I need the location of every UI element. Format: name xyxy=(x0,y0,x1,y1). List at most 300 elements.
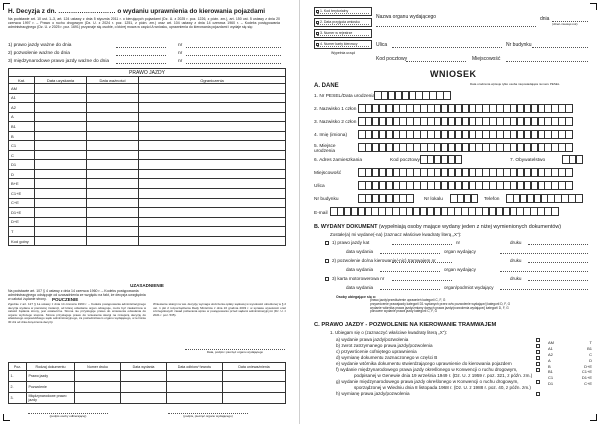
category-label[interactable]: D1+E xyxy=(581,375,592,381)
letter-cell[interactable] xyxy=(551,207,559,216)
column-header: Ograniczenia xyxy=(139,77,286,84)
email-label: E-mail xyxy=(314,211,328,216)
table-cell[interactable] xyxy=(35,217,87,227)
section-b-intro: Zostałe(a) mi wydane(-na) (zaznacz właściwe kwadraty literą „X"): xyxy=(330,232,462,237)
table-cell[interactable] xyxy=(121,393,167,404)
checkbox[interactable] xyxy=(536,362,540,366)
table-cell[interactable] xyxy=(139,217,286,227)
table-cell[interactable] xyxy=(139,112,286,122)
citizenship-label: 7. Obywatelstwo xyxy=(510,158,546,163)
category-label[interactable]: A xyxy=(548,357,551,363)
checkbox[interactable] xyxy=(536,380,540,384)
number-field[interactable] xyxy=(186,55,281,56)
instruction-text-left: Zgodnie z art. 127 § 1a ustawy z dnia 14 czerwca 1960 r. – Kodeks postępowania administracyjnego decyzja wydana w pierwszej instancji, od której odwołanie organ odstępuje, może być zaskarżona w całości żądania strony, jest ostateczna. Strona nie przysługuje prawo do wniesienia odwołania do organu wyższego stopnia. Strona przysługuje prawo do wniesienia skargi na niniejszą decyzję do właściwego wojewódzkiego sądu administracyjnego, za pośrednictwem organu wydającego, w terminie 30 dni od dnia doręczenia decyzji. xyxy=(8,302,146,324)
fill-line[interactable] xyxy=(380,289,440,290)
table-row xyxy=(9,198,286,208)
justification-heading: UZASADNIENIE xyxy=(130,283,164,288)
issued-international-licence-row xyxy=(8,59,286,65)
letter-cell[interactable] xyxy=(565,104,573,113)
fill-line[interactable] xyxy=(528,262,588,263)
postcode2-cells[interactable] xyxy=(420,155,461,164)
category-label[interactable]: C1 xyxy=(548,375,554,381)
authority-name-field[interactable] xyxy=(376,26,536,27)
flat-cells[interactable] xyxy=(450,194,478,203)
table-cell[interactable] xyxy=(87,208,139,218)
b-item-row xyxy=(332,249,592,258)
documents-issued-table xyxy=(8,362,286,404)
table-cell[interactable] xyxy=(35,141,87,151)
driver-card-number-box[interactable] xyxy=(314,40,372,49)
register-number-box[interactable] xyxy=(314,29,372,38)
table-row xyxy=(9,227,286,237)
category-cell: B1 xyxy=(9,122,35,132)
b-item-row xyxy=(332,267,592,276)
table-row xyxy=(9,189,286,199)
table-row xyxy=(9,150,286,160)
category-grid xyxy=(548,340,592,387)
table-cell[interactable] xyxy=(121,382,167,393)
building-label: Nr budynku xyxy=(506,42,532,48)
table-cell[interactable] xyxy=(167,371,223,382)
table-row xyxy=(9,122,286,132)
valid-until-field[interactable] xyxy=(116,63,166,64)
category-label[interactable]: AM xyxy=(548,340,554,345)
section-c-intro: 1. Ubiegam się o (zaznaczyć właściwe kwadraty literą „X"): xyxy=(330,330,448,335)
organ-label: organ wydający xyxy=(444,267,476,272)
category-cell: C xyxy=(9,150,35,160)
c-option xyxy=(336,391,546,397)
table-row xyxy=(9,169,286,179)
column-header: Numer druku xyxy=(75,363,121,371)
b-item-row xyxy=(332,258,592,267)
letter-cell[interactable] xyxy=(565,181,573,190)
section-b-items xyxy=(332,240,592,294)
fill-line[interactable] xyxy=(392,262,452,263)
locality-label: Miejscowość xyxy=(472,56,501,62)
letter-cell[interactable] xyxy=(471,194,479,203)
b-item-label: 1) prawo jazdy kat xyxy=(332,240,370,245)
table-row xyxy=(9,93,286,103)
category-label[interactable]: D1 xyxy=(548,381,554,387)
table-row xyxy=(9,393,286,404)
fill-line[interactable] xyxy=(392,244,452,245)
category-cell: A xyxy=(9,112,35,122)
column-header: Rodzaj dokumentu xyxy=(27,363,75,371)
street2-cells[interactable] xyxy=(358,181,572,190)
table-cell[interactable] xyxy=(87,227,139,237)
birth-date-hint: Data urodzenia wpisuje tylko osoba nieposiadająca numeru PESEL xyxy=(470,82,560,86)
first-name-cells[interactable] xyxy=(358,130,572,139)
number-field[interactable] xyxy=(186,47,281,48)
crop-mark xyxy=(590,414,597,421)
postcode2-label: Kod pocztowy xyxy=(390,158,420,163)
fill-line xyxy=(317,24,369,25)
form-title: WNIOSEK xyxy=(430,69,477,79)
right-page xyxy=(300,0,600,424)
building2-cells[interactable] xyxy=(358,194,413,203)
organ-label: organ/podmiot wydający xyxy=(444,285,494,290)
table-cell[interactable] xyxy=(139,179,286,189)
c-option-label: b) zwrot zatrzymanego prawa jazdy/pozwolenia xyxy=(336,343,433,348)
decision-title: H. Decyzja z dn. ……………………… o wydaniu uprawnienia do kierowania pojazdami xyxy=(8,8,266,15)
fill-line xyxy=(317,13,369,14)
category-cell: B+E xyxy=(9,179,35,189)
table-cell[interactable] xyxy=(167,393,223,404)
table-cell[interactable] xyxy=(87,160,139,170)
table-cell[interactable] xyxy=(75,371,121,382)
checkbox[interactable] xyxy=(325,241,329,245)
issued-driving-licence-row xyxy=(8,43,286,49)
table-cell[interactable] xyxy=(139,131,286,141)
table-cell[interactable] xyxy=(139,150,286,160)
territorial-code-box[interactable] xyxy=(314,7,372,16)
fill-line[interactable] xyxy=(380,253,440,254)
letter-cell[interactable] xyxy=(576,155,584,164)
category-cell: C1+E xyxy=(9,189,35,199)
surname-2-cells[interactable] xyxy=(358,117,572,126)
first-name-label: 4. Imię (imiona) xyxy=(314,133,348,138)
table-cell[interactable] xyxy=(87,122,139,132)
table-cell[interactable] xyxy=(87,236,139,246)
column-header: Poz. xyxy=(9,363,27,371)
category-cell: T xyxy=(9,227,35,237)
birth-place-cells[interactable] xyxy=(358,143,572,152)
table-row xyxy=(9,84,286,94)
table-cell[interactable] xyxy=(35,160,87,170)
table-cell[interactable] xyxy=(121,371,167,382)
legal-basis-text: Na podstawie art. 10 ust. 1–3, art. 124 ustawy z dnia 5 stycznia 2011 r. o kierujących pojazdami (Dz. U. z 2025 r. poz. 1226, z późn. zm.), art. 150 ust. 5 ustawy z dnia 20 czerwca 1997 r. – Prawo o ruchu drogowym (Dz. U. z 2024 r. poz. 1251, z późn. zm.) oraz art. 104 ustawy z dnia 14 czerwca 1960 r. – Kodeks postępowania administracyjnego (Dz. U. z 2025 r. poz. 1691) przyznaje się osobie, o której mowa w części A wniosku, uprawnienia do kierowania pojazdami i wydaje się się: xyxy=(8,17,280,29)
category-cell: Kod golny xyxy=(9,236,35,246)
letter-cell[interactable] xyxy=(565,143,573,152)
category-cell: C1 xyxy=(9,141,35,151)
section-c-options xyxy=(336,337,546,397)
category-cell: D1 xyxy=(9,160,35,170)
table-row xyxy=(9,236,286,246)
c-option-label: g) wydanie międzynarodowego prawa jazdy określonego w Konwencji o ruchu drogowym, xyxy=(336,379,519,384)
locality2-cells[interactable] xyxy=(358,168,572,177)
table-cell[interactable] xyxy=(87,84,139,94)
phone-label: Telefon xyxy=(484,197,500,202)
fill-line[interactable] xyxy=(528,244,588,245)
table-cell[interactable] xyxy=(139,198,286,208)
row-label: 1) prawo jazdy ważne do dnia xyxy=(8,43,72,48)
table-cell[interactable] xyxy=(139,93,286,103)
table-cell[interactable] xyxy=(87,112,139,122)
table-row xyxy=(9,103,286,113)
fill-line xyxy=(317,35,369,36)
section-b-heading: B. WYDANY DOKUMENT xyxy=(314,224,378,230)
note-item: prawo jazdy/przedłużenie uprawnień kategorii C, F, G xyxy=(370,298,446,302)
street2-label: Ulica xyxy=(314,184,325,189)
authority-signature-caption: Data, podpis i pieczęć organu wydającego xyxy=(185,349,285,355)
category-label[interactable]: B1 xyxy=(548,369,553,375)
category-cell: D1+E xyxy=(9,208,35,218)
table-row xyxy=(9,112,286,122)
table-cell[interactable] xyxy=(35,236,87,246)
table-cell[interactable] xyxy=(35,103,87,113)
table-row xyxy=(9,217,286,227)
letter-cell[interactable] xyxy=(455,155,463,164)
fill-line[interactable] xyxy=(500,271,588,272)
fill-line[interactable] xyxy=(500,253,588,254)
table-cell[interactable] xyxy=(75,393,121,404)
number-label: nr xyxy=(178,43,183,48)
row-number: 1. xyxy=(9,371,27,382)
table-cell[interactable] xyxy=(87,198,139,208)
table-cell[interactable] xyxy=(139,160,286,170)
table-cell[interactable] xyxy=(87,179,139,189)
organ-label: organ wydający xyxy=(444,249,476,254)
checkbox[interactable] xyxy=(536,350,540,354)
row-label: 3) międzynarodowe prawo jazdy ważne do dnia xyxy=(8,59,110,64)
category-cell: A2 xyxy=(9,103,35,113)
table-cell[interactable] xyxy=(35,189,87,199)
application-date-box[interactable] xyxy=(314,18,372,27)
postcode-label: Kod pocztowy xyxy=(376,56,408,62)
c-option-label: d) wymianę dokumentu zaznaczonego w części B xyxy=(336,355,438,360)
checkbox[interactable] xyxy=(536,338,540,342)
street-field[interactable] xyxy=(392,47,502,48)
fill-line[interactable] xyxy=(528,280,588,281)
letter-cell[interactable] xyxy=(565,117,573,126)
section-c-heading: C. PRAWO JAZDY - POZWOLENIE NA KIEROWANIE TRAMWAJEM xyxy=(314,322,497,328)
table-cell[interactable] xyxy=(35,122,87,132)
table-cell[interactable] xyxy=(139,122,286,132)
table-row xyxy=(9,179,286,189)
print-number-label: druku xyxy=(510,240,522,245)
letter-cell[interactable] xyxy=(443,91,451,100)
box-label: 3. Numer w rejestrze xyxy=(320,31,353,35)
letter-cell[interactable] xyxy=(406,194,414,203)
table-cell[interactable] xyxy=(35,198,87,208)
b-item-row xyxy=(332,285,592,294)
section-b-heading-row xyxy=(314,224,561,230)
nr-label: nr xyxy=(456,240,461,245)
table-cell[interactable] xyxy=(139,169,286,179)
number-field[interactable] xyxy=(186,63,281,64)
b-item-row xyxy=(332,240,592,249)
category-cell: D+E xyxy=(9,217,35,227)
category-label[interactable]: D xyxy=(589,357,592,363)
number-label: nr xyxy=(178,51,183,56)
column-header: Data odbioru*/zwrotu xyxy=(167,363,223,371)
street-label: Ulica xyxy=(376,42,388,48)
column-header: Data unieważnienia xyxy=(223,363,286,371)
category-label[interactable]: B xyxy=(548,363,551,369)
table-row xyxy=(9,382,286,393)
checkbox[interactable] xyxy=(536,368,540,372)
c-option-label: h) wymianę prawa jazdy/pozwolenia xyxy=(336,391,410,396)
fill-line[interactable] xyxy=(380,271,440,272)
section-b-notes xyxy=(336,295,576,314)
flat-label: Nr lokalu xyxy=(424,197,443,202)
row-number: 3. xyxy=(9,393,27,404)
table-cell[interactable] xyxy=(35,93,87,103)
date-hint: (dzień-miesiąc-rok) xyxy=(552,22,578,26)
permits-table-caption: PRAWO JAZDY xyxy=(9,69,286,77)
table-row xyxy=(9,131,286,141)
table-cell[interactable] xyxy=(223,371,286,382)
category-label[interactable]: A1 xyxy=(548,345,553,351)
table-cell[interactable] xyxy=(139,208,286,218)
note-item: przywrócenie prawajazdy kategorii D1 wydanych przez w/w pozwolenie wydające/j kategorii D, F, G xyxy=(370,301,511,306)
document-type: Prawo jazdy xyxy=(27,371,75,382)
issuer-signature-caption: (podpis, pieczęć organu wydającego) xyxy=(168,413,248,419)
letter-cell[interactable] xyxy=(565,130,573,139)
fill-line[interactable] xyxy=(392,280,452,281)
print-number-label: druku xyxy=(510,258,522,263)
row-number: 2. xyxy=(9,382,27,393)
table-cell[interactable] xyxy=(35,208,87,218)
table-cell[interactable] xyxy=(139,236,286,246)
address-label: 6. Adres zamieszkania xyxy=(314,158,362,163)
category-cell: AM xyxy=(9,84,35,94)
table-cell[interactable] xyxy=(87,189,139,199)
section-a-heading: A. DANE xyxy=(314,83,339,89)
table-cell[interactable] xyxy=(87,150,139,160)
b-item-label: data wydania xyxy=(346,267,374,272)
box-label: 1. Kod terytorialny xyxy=(320,9,349,13)
phone-cells[interactable] xyxy=(506,194,582,203)
surname-1-cells[interactable] xyxy=(358,104,572,113)
permits-table xyxy=(8,68,286,246)
category-label[interactable]: D+E xyxy=(584,363,592,369)
instruction-heading: POUCZENIE xyxy=(52,297,79,302)
table-cell[interactable] xyxy=(139,84,286,94)
box-label: 4. Numer karty kierowcy xyxy=(320,42,358,46)
column-header: Data uzyskania xyxy=(35,77,87,84)
table-cell[interactable] xyxy=(223,393,286,404)
pesel-label: 1. Nr PESEL/Data urodzenia xyxy=(314,94,376,99)
building-field[interactable] xyxy=(532,47,588,48)
crop-mark xyxy=(590,3,597,10)
category-pair xyxy=(548,381,592,387)
table-cell[interactable] xyxy=(35,227,87,237)
checkbox[interactable] xyxy=(536,356,540,360)
table-cell[interactable] xyxy=(35,169,87,179)
category-cell: D xyxy=(9,169,35,179)
table-cell[interactable] xyxy=(139,189,286,199)
b-item-row xyxy=(332,276,592,285)
fill-line[interactable] xyxy=(500,289,588,290)
letter-cell[interactable] xyxy=(565,168,573,177)
table-cell[interactable] xyxy=(87,93,139,103)
category-cell: C+E xyxy=(9,198,35,208)
number-label: nr xyxy=(178,59,183,64)
table-cell[interactable] xyxy=(87,103,139,113)
checkbox[interactable] xyxy=(325,277,329,281)
email-cells[interactable] xyxy=(330,207,558,216)
print-number-label: druku xyxy=(510,276,522,281)
table-cell[interactable] xyxy=(35,112,87,122)
category-cell: A1 xyxy=(9,93,35,103)
section-b-hint: (wypełniają osoby mające wydany jeden z niżej wymienionych dokumentów) xyxy=(378,224,562,230)
surname-1-label: 2. Nazwisko 1 człon xyxy=(314,107,357,112)
column-header: Data ważności xyxy=(87,77,139,84)
crop-mark xyxy=(3,414,10,421)
category-label[interactable]: C+E xyxy=(584,381,592,387)
fill-line xyxy=(317,46,369,47)
issued-permit-row xyxy=(8,51,286,57)
permits-table-body xyxy=(9,84,286,246)
category-cell: B xyxy=(9,131,35,141)
c-option-label: sporządzonej w Wiedniu dnia 8 listopada 1968 r. (Dz. U. z 1988 r. poz. 40, z późn. zm.) xyxy=(354,385,531,390)
table-cell[interactable] xyxy=(139,141,286,151)
table-cell[interactable] xyxy=(35,131,87,141)
note-item: ponowne wydanie prawa jazdy kategorii C, F, G xyxy=(370,309,438,314)
table-cell[interactable] xyxy=(75,382,121,393)
c-option-label: c) przywrócenie cofniętego uprawnienia xyxy=(336,349,417,354)
category-label[interactable]: C1+E xyxy=(581,369,592,375)
instruction-text-right: Wniesienie skargi na ww. decyzję wymaga uiszczenia opłaty sądowej w wysokości określonej w § 2 ust. 1 pkt 2 rozporządzenia Rady Ministrów z dnia 16 grudnia 2003 r. w sprawie wysokości oraz szczegółowych zasad pobierania wpisu w postępowaniu przed sądami administracyjnymi (Dz. U. z 2021 r. poz. 535). xyxy=(153,302,286,317)
document-type: Międzynarodowe prawo jazdy xyxy=(27,393,75,404)
table-cell[interactable] xyxy=(139,103,286,113)
date-label: dnia xyxy=(540,16,550,22)
box-label: 2. Data przyjęcia wniosku xyxy=(320,20,360,24)
letter-cell[interactable] xyxy=(575,194,583,203)
b-item-label: data wydania xyxy=(346,249,374,254)
citizenship-cells[interactable] xyxy=(562,155,583,164)
b-item-label: 3) karta motorowerowa nr xyxy=(332,276,385,281)
table-cell[interactable] xyxy=(87,169,139,179)
checkbox[interactable] xyxy=(536,392,540,396)
column-header: Data wydania xyxy=(121,363,167,371)
table-row xyxy=(9,371,286,382)
justification-text: Na podstawie art. 107 § 4 ustawy z dnia 14 czerwca 1960 r. – Kodeks postępowania administracyjnego odstępuje od uzasadnienia ze względu na fakt, że decyzja uwzględnia w całości żądanie strony. xyxy=(8,289,146,301)
table-cell[interactable] xyxy=(35,150,87,160)
table-row xyxy=(9,160,286,170)
table-cell[interactable] xyxy=(167,382,223,393)
row-label: 2) pozwolenie ważne do dnia xyxy=(8,51,70,56)
category-label[interactable]: A2 xyxy=(548,351,553,357)
note-item: wydanie wtórnika prawa jazdy/zmiany danych prawa jazdy/pozwolenia wydające/j kategorii D, F, G xyxy=(370,305,509,310)
table-cell[interactable] xyxy=(87,131,139,141)
document-type: Pozwolenie xyxy=(27,382,75,393)
locality-field[interactable] xyxy=(506,61,588,62)
notes-list xyxy=(336,299,576,314)
checkbox[interactable] xyxy=(536,344,540,348)
category-label[interactable]: B1 xyxy=(587,345,592,351)
pesel-cells[interactable] xyxy=(374,91,450,100)
category-label[interactable]: C xyxy=(589,351,592,357)
table-row xyxy=(9,208,286,218)
c-option-label: f) wydanie międzynarodowego prawa jazdy określonego w Konwencji o ruchu drogowym, xyxy=(336,367,518,372)
c-option-label: podpisanej w Genewie dnia 19 września 1949 r. (Dz. U. z 1959 r. poz. 321, z późn. zm.) xyxy=(354,373,533,378)
checkbox[interactable] xyxy=(325,259,329,263)
table-cell[interactable] xyxy=(87,141,139,151)
column-header: Kat. xyxy=(9,77,35,84)
postcode-field[interactable] xyxy=(406,61,466,62)
table-cell[interactable] xyxy=(35,84,87,94)
recipient-signature-caption: (podpis osoby odbierającej) xyxy=(28,413,108,419)
notes-heading: Osoby ubiegające się o: xyxy=(336,295,377,299)
b-item-label: data wydania xyxy=(346,285,374,290)
valid-until-field[interactable] xyxy=(116,55,166,56)
category-label[interactable]: T xyxy=(589,340,592,345)
locality2-label: Miejscowość xyxy=(314,171,342,176)
c-option-label: e) wydanie wtórnika dokumentu stwierdzającego uprawnienie do kierowania pojazdem xyxy=(336,361,512,366)
b-item-label: 2) pozwolenie do/na kierowanie/-nic) tramwajem nr xyxy=(332,258,436,263)
table-cell[interactable] xyxy=(223,382,286,393)
table-cell[interactable] xyxy=(87,217,139,227)
valid-until-field[interactable] xyxy=(116,47,166,48)
building2-label: Nr budynku xyxy=(314,197,339,202)
table-row xyxy=(9,141,286,151)
office-use-caption: Wypełnia urząd xyxy=(330,51,356,55)
authority-name-label: Nazwa organu wydającego xyxy=(376,14,437,20)
table-cell[interactable] xyxy=(139,227,286,237)
table-cell[interactable] xyxy=(35,179,87,189)
